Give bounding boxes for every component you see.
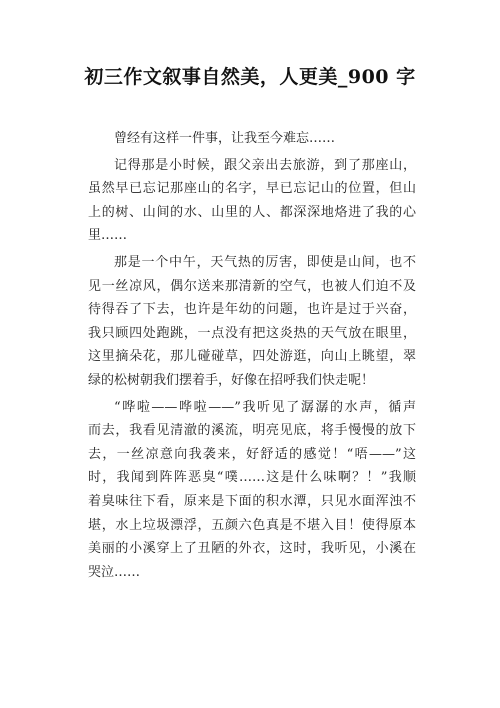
paragraph-line: 这里摘朵花，那儿碰碰草，四处游逛，向山上眺望，翠 <box>88 349 416 365</box>
paragraph-line: 去，一丝凉意向我袭来，好舒适的感觉！“唔——”这 <box>88 446 416 462</box>
paragraph-line: 记得那是小时候，跟父亲出去旅游，到了那座山， <box>114 157 416 173</box>
paragraph-line: 而去，我看见清澈的溪流，明亮见底，将手慢慢的放下 <box>88 423 416 439</box>
paragraph-3 <box>88 251 416 393</box>
paragraph-line: 我只顾四处跑跳，一点没有把这炎热的天气放在眼里， <box>88 325 416 341</box>
paragraph-line: 曾经有这样一件事，让我至今难忘…… <box>114 131 336 146</box>
paragraph-line: 里…… <box>88 228 128 244</box>
paragraph-line: 着臭味往下看，原来是下面的积水潭，只见水面浑浊不 <box>88 493 416 509</box>
paragraph-2 <box>88 154 416 248</box>
paragraph-line: 见一丝凉风，偶尔送来那清新的空气，也被人们迫不及 <box>88 278 416 294</box>
paragraph-line: 那是一个中午，天气热的厉害，即使是山间，也不 <box>114 254 416 270</box>
paragraph-line: 绿的松树朝我们摆着手，好像在招呼我们快走呢！ <box>88 372 375 388</box>
document-body <box>88 127 416 584</box>
document-title: 初三作文叙事自然美，人更美_900 字 <box>84 66 416 88</box>
paragraph-line: 虽然早已忘记那座山的名字，早已忘记山的位置，但山 <box>88 181 416 197</box>
paragraph-line: “哗啦——哗啦——”我听见了潺潺的水声，循声 <box>114 399 416 415</box>
paragraph-line: 美丽的小溪穿上了丑陋的外衣，这时，我听见，小溪在 <box>88 541 416 557</box>
paragraph-1 <box>88 127 416 151</box>
paragraph-line: 待得吞了下去，也许是年幼的问题，也许是过于兴奋， <box>88 302 416 318</box>
paragraph-line: 时，我闻到阵阵恶臭“噗……这是什么味啊？！”我顺 <box>88 470 416 486</box>
paragraph-line: 堪，水上垃圾漂浮，五颜六色真是不堪入目！使得原本 <box>88 517 416 533</box>
paragraph-line: 哭泣…… <box>88 564 141 580</box>
paragraph-line: 上的树、山间的水、山里的人、都深深地烙进了我的心 <box>88 204 416 220</box>
paragraph-4 <box>88 396 416 585</box>
